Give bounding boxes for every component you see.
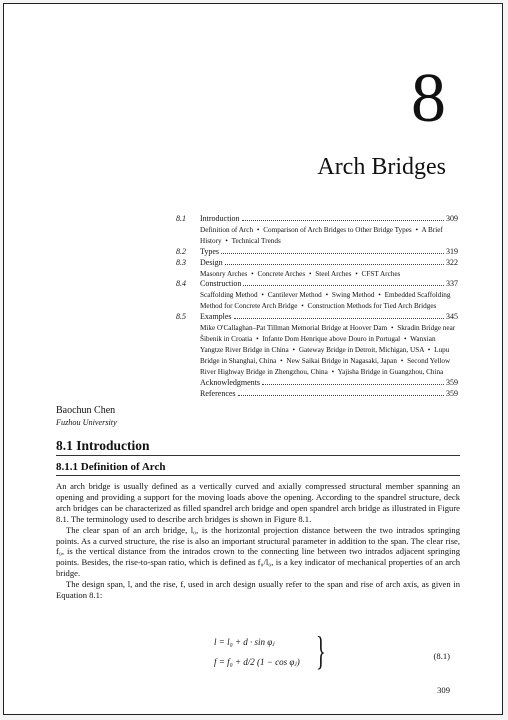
toc-entry-number: 8.4	[176, 279, 186, 289]
toc-leader-dots	[234, 318, 444, 319]
toc-subtopics	[176, 323, 458, 378]
toc-entry-page: 337	[446, 279, 458, 289]
toc-subtopic: A Brief History	[200, 225, 443, 245]
table-of-contents	[176, 214, 458, 399]
document-page	[3, 3, 503, 715]
toc-entry-page: 309	[446, 214, 458, 223]
toc-entry-title: Design	[200, 257, 223, 267]
toc-subtopic: Steel Arches	[315, 269, 352, 278]
author-block	[56, 405, 117, 429]
toc-subtopic: Technical Trends	[231, 236, 281, 245]
bullet-separator: •	[403, 334, 407, 343]
subsection-heading: 8.1.1 Definition of Arch	[56, 461, 166, 473]
paragraph: An arch bridge is usually defined as a vertically curved and axially compressed structural member spanning an opening and providing a support for the moving loads above the opening. According to the spandrel structure, deck arch bridges can be characterized as filled spandrel arch bridge and open spandrel arch bridge as illustrated in Figure 8.1. The terminology used to describe arch bridges is shown in Figure 8.1.	[56, 481, 460, 524]
toc-leader-dots	[242, 220, 444, 221]
toc-entry	[176, 312, 458, 323]
toc-entry-number: 8.3	[176, 257, 186, 267]
bullet-separator: •	[355, 269, 358, 278]
toc-entry-title: Introduction	[200, 214, 240, 223]
author-affiliation: Fuzhou University	[56, 418, 117, 427]
toc-subtopic: New Saikai Bridge in Nagasaki, Japan	[286, 356, 397, 365]
bullet-separator: •	[308, 269, 312, 278]
toc-subtopic: Cantilever Method	[267, 291, 322, 300]
toc-entry-title: References	[200, 388, 236, 398]
toc-entry-title: Examples	[200, 312, 232, 322]
toc-entry	[200, 378, 458, 389]
toc-entry-number: 8.1	[176, 214, 186, 223]
bullet-separator: •	[256, 334, 259, 343]
body-text	[56, 481, 460, 601]
bullet-separator: •	[251, 269, 254, 278]
bullet-separator: •	[225, 236, 228, 245]
toc-subtopic: Scaffolding Method	[200, 291, 258, 300]
bullet-separator: •	[256, 225, 260, 234]
toc-subtopic: CFST Arches	[361, 269, 401, 278]
bullet-separator: •	[378, 291, 381, 300]
toc-entry-page: 359	[446, 377, 458, 387]
toc-entry	[176, 258, 458, 269]
toc-entry	[176, 214, 458, 225]
toc-subtopics	[176, 290, 458, 312]
toc-subtopic: Second Yellow River Highway Bridge in Zhengzhou, China	[200, 356, 451, 376]
toc-entry	[200, 389, 458, 400]
equation	[214, 632, 300, 672]
toc-leader-dots	[221, 253, 444, 254]
toc-subtopic: Comparison of Arch Bridges to Other Bridge Types	[263, 225, 412, 234]
section-rule	[56, 455, 460, 456]
chapter-title: Arch Bridges	[317, 154, 446, 180]
equation-line: l = l₀ + d · sin φⱼ	[214, 637, 275, 647]
toc-entry	[176, 279, 458, 290]
toc-subtopic: Swing Method	[331, 291, 375, 300]
toc-entry-number: 8.5	[176, 312, 186, 322]
toc-entry-page: 322	[446, 257, 458, 267]
paragraph: The clear span of an arch bridge, l₀, is the horizontal projection distance between the two intrados springing points. As a curved structure, the rise is also an important structural parameter in addition to the span. The clear rise, f₀, is the vertical distance from the intrados crown to the connecting line between two intrados adjacent springing points. Besides, the rise-to-span ratio, which is defined as f₀/l₀, is a key indicator of mechanical properties of an arch bridge.	[56, 524, 460, 579]
equation-number: (8.1)	[433, 651, 450, 661]
bullet-separator: •	[325, 291, 329, 300]
toc-subtopics	[176, 269, 458, 280]
toc-entry-number: 8.2	[176, 246, 186, 256]
toc-leader-dots	[225, 264, 444, 265]
toc-leader-dots	[262, 384, 444, 385]
toc-entry-title: Types	[200, 246, 219, 256]
equation-brace: }	[316, 628, 326, 673]
toc-subtopic: Concrete Arches	[257, 269, 306, 278]
toc-leader-dots	[238, 395, 444, 396]
toc-leader-dots	[243, 285, 444, 286]
bullet-separator: •	[415, 225, 419, 234]
toc-subtopic: Construction Methods for Tied Arch Bridges	[307, 302, 437, 311]
bullet-separator: •	[400, 356, 404, 365]
toc-subtopic: Gateway Bridge in Detroit, Michigan, USA	[298, 345, 424, 354]
toc-subtopic: Lupu Bridge in Shanghai, China	[200, 345, 450, 365]
toc-subtopics	[176, 225, 458, 247]
toc-entry-title: Construction	[200, 279, 242, 289]
toc-subtopic: Skradin Bridge near Šibenik in Croatia	[200, 324, 456, 343]
section-heading: 8.1 Introduction	[56, 438, 150, 453]
toc-subtopic: Definition of Arch	[200, 225, 254, 234]
author-name: Baochun Chen	[56, 405, 116, 416]
toc-subtopic: Infante Dom Henrique above Douro in Portugal	[262, 334, 401, 343]
bullet-separator: •	[280, 356, 283, 365]
toc-subtopic: Embedded Scaffolding Method for Concrete Arch Bridge	[200, 291, 451, 311]
bullet-separator: •	[292, 345, 296, 354]
toc-subtopic: Mike O'Callaghan–Pat Tillman Memorial Bridge at Hoover Dam	[200, 324, 388, 333]
toc-subtopic: Yajisha Bridge in Guangzhou, China	[337, 367, 444, 376]
bullet-separator: •	[301, 302, 304, 311]
subsection-rule	[56, 475, 460, 476]
toc-entry-page: 359	[446, 388, 458, 398]
bullet-separator: •	[427, 345, 431, 354]
toc-entry	[176, 247, 458, 258]
equation-line: f = f₀ + d/2 (1 − cos φⱼ)	[214, 657, 300, 667]
bullet-separator: •	[390, 324, 394, 333]
page-number: 309	[437, 685, 450, 695]
toc-entry-title: Acknowledgments	[200, 377, 260, 387]
toc-subtopic: Wanxian Yangtze River Bridge in China	[200, 334, 436, 354]
chapter-number: 8	[411, 60, 446, 137]
bullet-separator: •	[261, 291, 264, 300]
toc-subtopic: Masonry Arches	[200, 269, 248, 278]
bullet-separator: •	[331, 367, 335, 376]
paragraph: The design span, l, and the rise, f, used in arch design usually refer to the span and rise of arch axis, as given in Equation 8.1:	[56, 579, 460, 601]
toc-entry-page: 319	[446, 246, 458, 256]
toc-entry-page: 345	[446, 312, 458, 322]
